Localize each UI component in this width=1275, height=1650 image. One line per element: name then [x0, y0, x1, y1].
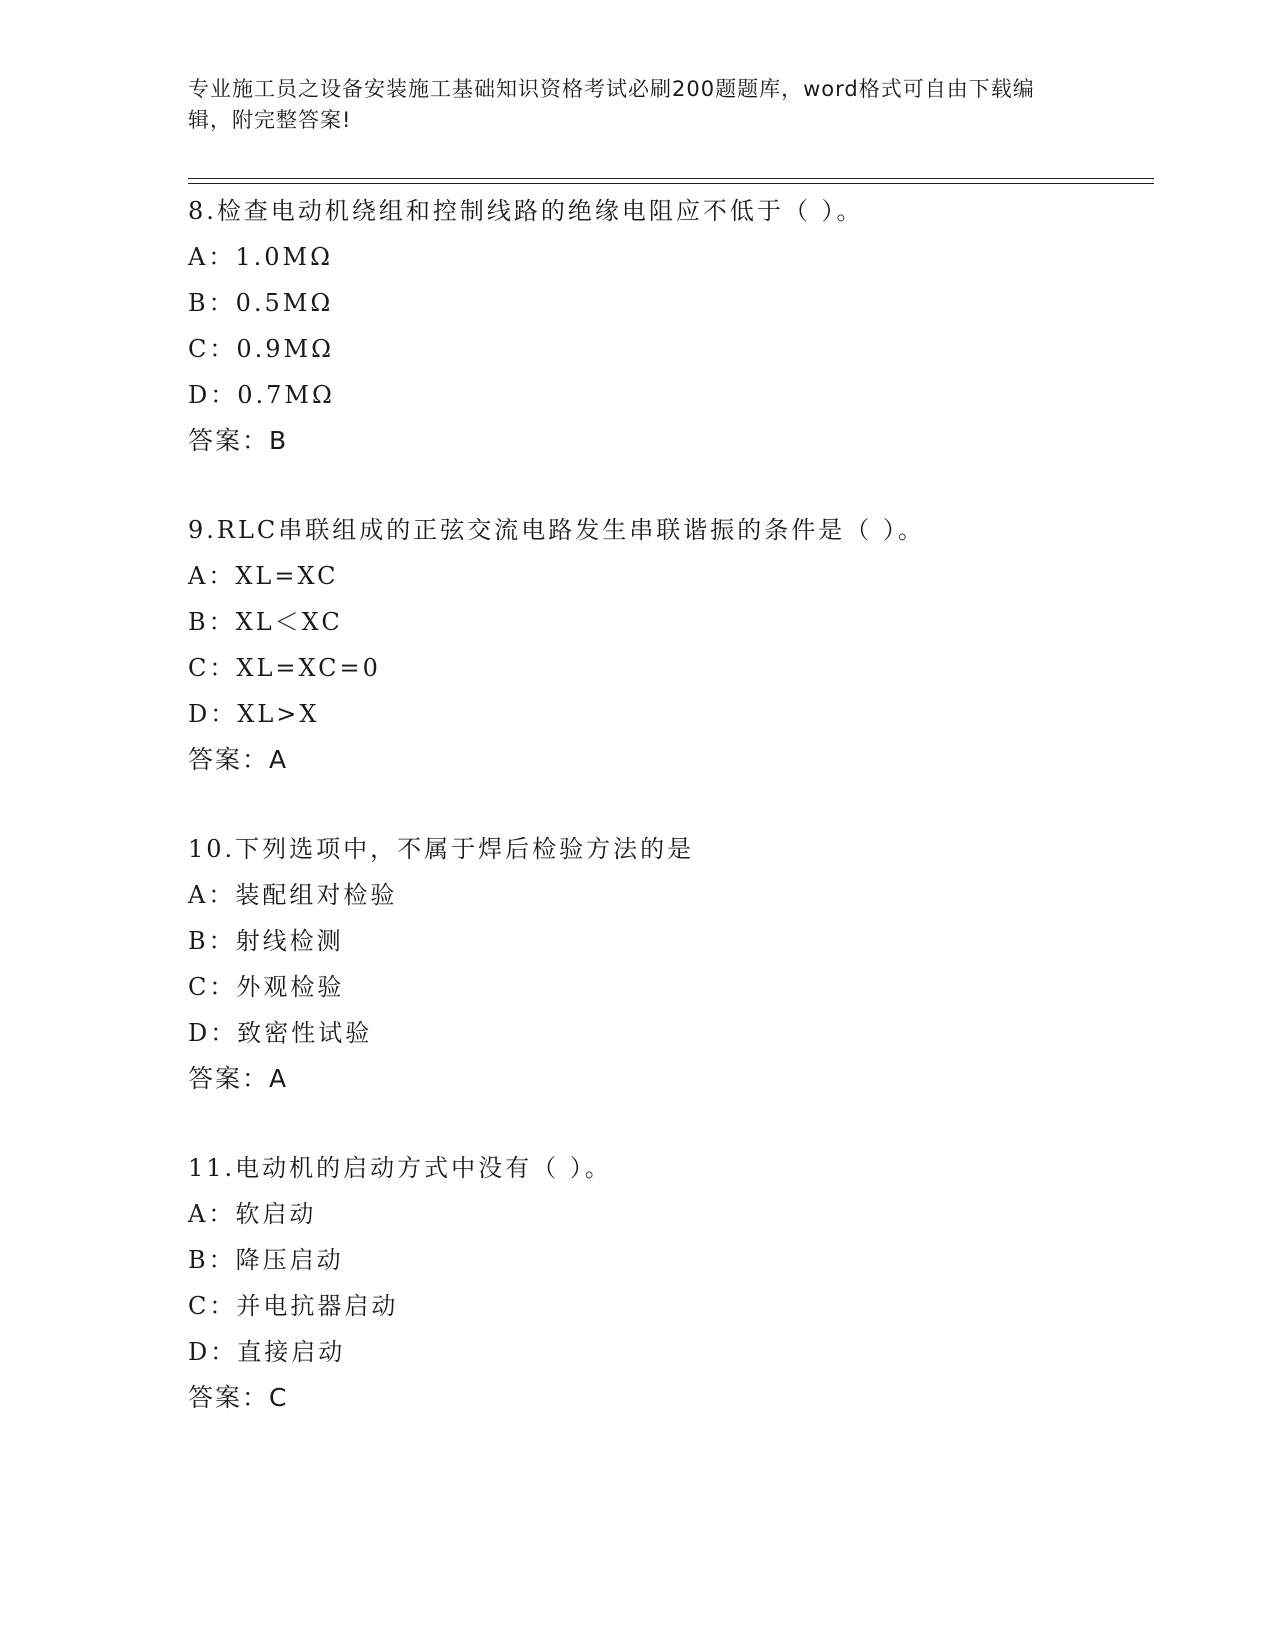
option-d: D：0.7MΩ	[188, 381, 335, 409]
option-c: C：0.9MΩ	[188, 335, 335, 363]
option-b: B：降压启动	[188, 1246, 344, 1274]
option-d: D：致密性试验	[188, 1019, 373, 1047]
option-a: A：软启动	[188, 1200, 317, 1228]
question-stem: 9.RLC串联组成的正弦交流电路发生串联谐振的条件是（ ）。	[188, 516, 925, 544]
question-stem: 8.检查电动机绕组和控制线路的绝缘电阻应不低于（ ）。	[188, 197, 864, 225]
answer: 答案：A	[188, 745, 289, 774]
answer: 答案：B	[188, 426, 289, 455]
option-c: C：XL=XC=0	[188, 654, 381, 682]
option-a: A：XL=XC	[188, 562, 339, 590]
answer: 答案：A	[188, 1064, 289, 1093]
header-rule-bottom	[188, 183, 1154, 184]
option-a: A：装配组对检验	[188, 881, 398, 909]
option-b: B：XL＜XC	[188, 608, 343, 636]
question-stem: 11.电动机的启动方式中没有（ ）。	[188, 1154, 612, 1182]
question-9	[188, 507, 1148, 783]
document-header: 专业施工员之设备安装施工基础知识资格考试必刷200题题库，word格式可自由下载编辑，附完整答案!	[188, 77, 1035, 132]
option-b: B：0.5MΩ	[188, 289, 334, 317]
answer: 答案：C	[188, 1383, 289, 1412]
header-rule-top	[188, 178, 1154, 179]
option-c: C：外观检验	[188, 973, 345, 1001]
question-stem: 10.下列选项中，不属于焊后检验方法的是	[188, 835, 695, 863]
question-10	[188, 826, 1148, 1102]
question-11	[188, 1145, 1148, 1421]
option-b: B：射线检测	[188, 927, 344, 955]
option-d: D：直接启动	[188, 1338, 346, 1366]
option-c: C：并电抗器启动	[188, 1292, 399, 1320]
option-d: D：XL>X	[188, 700, 320, 728]
option-a: A：1.0MΩ	[188, 243, 333, 271]
question-8	[188, 188, 1148, 464]
